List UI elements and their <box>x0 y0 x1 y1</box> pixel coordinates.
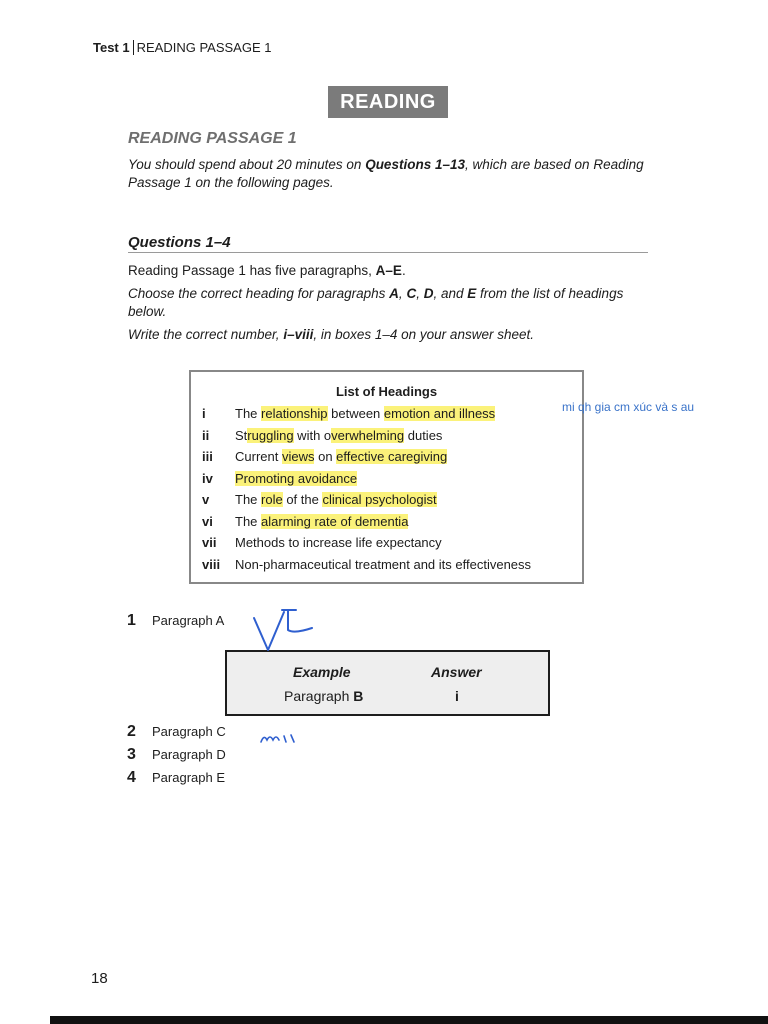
heading-text-segment: duties <box>404 427 443 443</box>
heading-text-segment: between <box>327 406 384 421</box>
and-text: , and <box>433 286 468 301</box>
letter-c: C <box>406 286 417 301</box>
highlighted-text: verwhelming <box>331 427 405 443</box>
choose-text-end: from the list of headings below. <box>128 286 624 319</box>
highlighted-text: clinical psychologist <box>322 492 437 507</box>
instruction-write <box>128 326 534 344</box>
passage-title: READING PASSAGE 1 <box>128 130 297 147</box>
intro-instruction <box>128 156 648 192</box>
intro-text-1: You should spend about 20 minutes on <box>128 157 366 172</box>
question-row <box>127 612 224 630</box>
instruction-choose <box>128 285 648 321</box>
question-row <box>127 746 226 764</box>
heading-text-segment: Methods to increase life expectancy <box>235 535 442 550</box>
question-label: Paragraph A <box>152 613 225 628</box>
numeral-range: i–viii <box>283 327 314 342</box>
write-text-end: , in boxes 1–4 on your answer sheet. <box>313 327 534 342</box>
heading-numeral: v <box>202 492 210 507</box>
heading-text-segment: with o <box>293 427 332 443</box>
heading-text <box>235 514 408 529</box>
heading-item <box>202 404 495 424</box>
heading-text <box>235 557 531 572</box>
heading-text <box>235 471 357 486</box>
heading-text-segment: of the <box>282 492 323 507</box>
heading-rule <box>128 252 648 253</box>
example-box <box>225 650 550 716</box>
section-label: READING PASSAGE 1 <box>136 40 272 55</box>
heading-text-segment: St <box>235 427 248 443</box>
question-row <box>127 769 225 787</box>
question-label: Paragraph D <box>152 747 226 762</box>
heading-item <box>202 447 447 467</box>
heading-item <box>202 490 437 510</box>
running-header <box>93 40 271 55</box>
comma: , <box>398 286 407 301</box>
question-row <box>127 723 226 741</box>
heading-text-segment: The <box>235 492 262 507</box>
highlighted-text: role <box>261 492 283 507</box>
choose-text: Choose the correct heading for paragraphs <box>128 286 390 301</box>
heading-text-segment: The <box>235 513 262 529</box>
highlighted-text: Promoting avoidance <box>235 470 358 486</box>
heading-text <box>235 449 447 464</box>
heading-text <box>235 406 495 421</box>
questions-heading: Questions 1–4 <box>128 234 231 251</box>
highlighted-text: relationship <box>261 406 328 421</box>
handwritten-answer-mark <box>250 604 325 654</box>
intro-questions: Questions 1–13 <box>365 157 465 172</box>
instruction-text: Reading Passage 1 has five paragraphs, <box>128 263 376 278</box>
headings-title: List of Headings <box>335 384 438 399</box>
question-label: Paragraph E <box>152 770 225 785</box>
question-number: 4 <box>127 769 136 786</box>
example-value <box>284 688 363 704</box>
heading-text-segment: The <box>235 406 262 421</box>
reading-banner: READING <box>328 86 448 118</box>
write-text: Write the correct number, <box>128 327 284 342</box>
answer-header: Answer <box>431 664 482 680</box>
heading-text-segment: Current <box>235 449 282 464</box>
heading-item <box>202 426 442 446</box>
letter-e: E <box>467 286 477 301</box>
heading-numeral: iii <box>202 449 213 464</box>
headings-box <box>189 370 584 584</box>
answer-value: i <box>455 688 459 704</box>
heading-numeral: ii <box>202 427 210 443</box>
example-header: Example <box>293 664 351 680</box>
heading-text <box>235 492 437 507</box>
heading-numeral: vii <box>202 535 217 550</box>
letter-d: D <box>423 286 434 301</box>
instruction-period: . <box>401 263 406 278</box>
heading-item <box>202 512 408 532</box>
heading-numeral: viii <box>202 556 221 572</box>
instruction-paragraphs <box>128 262 406 280</box>
heading-item <box>202 555 531 575</box>
heading-text-segment: on <box>314 449 337 464</box>
instruction-range: A–E <box>375 263 402 278</box>
handwritten-note: mi qh gia cm xúc và s au <box>562 400 695 414</box>
handwritten-scribble <box>258 730 302 746</box>
highlighted-text: views <box>281 449 315 464</box>
highlighted-text: effective caregiving <box>336 449 448 464</box>
heading-numeral: i <box>202 406 206 421</box>
heading-item <box>202 469 357 489</box>
example-value-letter: B <box>353 688 364 704</box>
heading-item <box>202 533 442 553</box>
question-number: 3 <box>127 746 136 763</box>
heading-numeral: vi <box>202 513 213 529</box>
heading-text <box>235 535 442 550</box>
question-number: 1 <box>127 612 136 629</box>
letter-a: A <box>389 286 399 301</box>
example-value-prefix: Paragraph <box>284 688 354 704</box>
question-label: Paragraph C <box>152 724 226 739</box>
intro-text-2: , which are based on Reading Passage 1 on the following pages. <box>128 157 644 190</box>
heading-text <box>235 428 442 443</box>
test-label: Test 1 <box>93 40 130 55</box>
header-divider <box>133 40 134 55</box>
highlighted-text: emotion and illness <box>383 406 496 421</box>
question-number: 2 <box>127 723 136 740</box>
page-number: 18 <box>91 970 108 987</box>
comma: , <box>416 286 424 301</box>
highlighted-text: ruggling <box>247 427 294 443</box>
heading-text-segment: Non-pharmaceutical treatment and its effectiveness <box>235 556 532 572</box>
scan-edge-bar <box>50 1016 768 1024</box>
heading-numeral: iv <box>202 470 213 486</box>
highlighted-text: alarming rate of dementia <box>261 513 409 529</box>
